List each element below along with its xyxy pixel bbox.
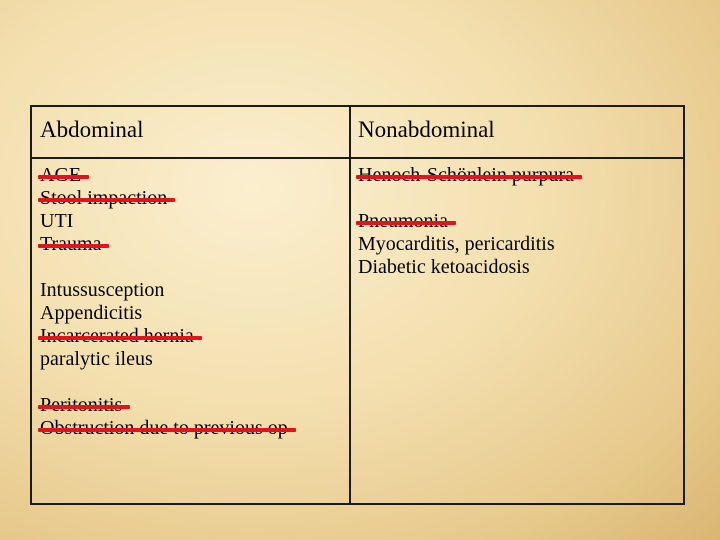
list-item [358,256,574,279]
strikethrough-mark [38,175,89,179]
item-text: paralytic ileus [40,348,153,370]
list-item [40,187,288,210]
list-spacer [358,187,574,210]
list-item [40,302,288,325]
strikethrough-mark [38,244,109,248]
list-item [358,164,574,187]
list-item [40,394,288,417]
item-text: Diabetic ketoacidosis [358,256,530,278]
list-item [40,417,288,440]
list-item [40,210,288,233]
abdominal-list [40,164,288,440]
strikethrough-mark [356,175,582,179]
list-item [358,233,574,256]
item-text: Intussusception [40,279,165,301]
diagnosis-table [30,105,685,505]
header-abdominal: Abdominal [40,117,144,142]
list-item [40,233,288,256]
list-item [358,210,574,233]
list-item [40,348,288,371]
item-text: UTI [40,210,74,232]
list-spacer [40,256,288,279]
strikethrough-mark [38,198,175,202]
strikethrough-mark [38,336,202,340]
header-nonabdominal: Nonabdominal [358,117,495,142]
item-text: Myocarditis, pericarditis [358,233,555,255]
list-item [40,325,288,348]
list-item [40,279,288,302]
table-header-row [32,107,683,159]
list-item [40,164,288,187]
strikethrough-mark [38,428,296,432]
column-divider [349,107,351,503]
item-text: Appendicitis [40,302,143,324]
list-spacer [40,371,288,394]
strikethrough-mark [356,221,456,225]
nonabdominal-list [358,164,574,279]
strikethrough-mark [38,405,130,409]
